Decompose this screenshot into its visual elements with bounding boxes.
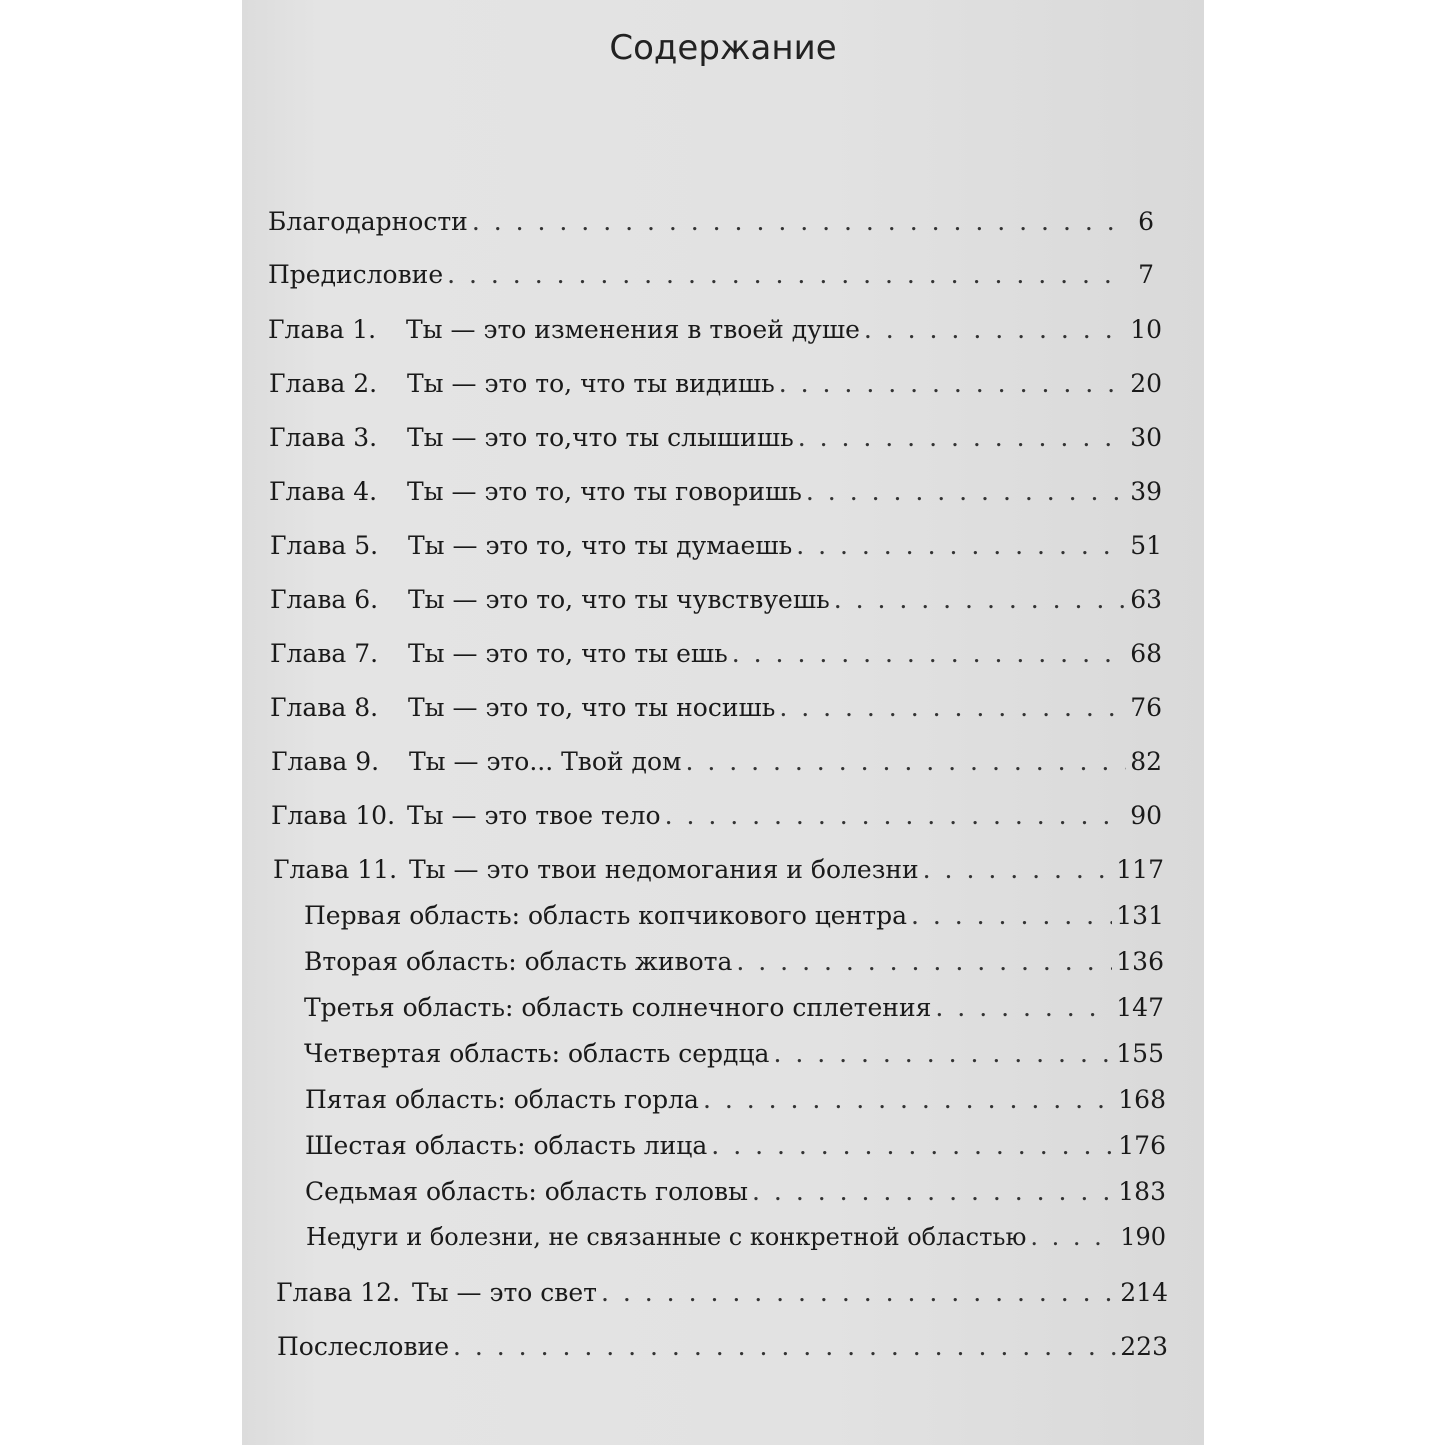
toc-page-number: 136	[1116, 947, 1164, 976]
dot-leader	[665, 803, 1127, 828]
dot-leader	[864, 317, 1126, 342]
toc-chapter-number: Глава 4.	[269, 477, 378, 506]
book-page	[242, 0, 1204, 1445]
dot-leader	[806, 479, 1126, 504]
toc-entry	[269, 479, 1162, 504]
toc-entry-label: Пятая область: область горла	[305, 1085, 699, 1114]
toc-chapter-number: Глава 12.	[276, 1278, 401, 1307]
toc-entry-label: Ты — это свет	[412, 1278, 597, 1307]
dot-leader	[711, 1133, 1114, 1158]
toc-entry-label: Ты — это изменения в твоей душе	[406, 315, 860, 344]
toc-page-number: 214	[1120, 1278, 1168, 1307]
toc-chapter-number: Глава 1.	[268, 315, 377, 344]
toc-entry-label: Ты — это то, что ты ешь	[408, 639, 728, 668]
toc-entry	[273, 857, 1164, 882]
toc-page-number: 131	[1116, 901, 1164, 930]
toc-page-number: 10	[1130, 315, 1162, 344]
dot-leader	[601, 1280, 1116, 1305]
toc-entry	[270, 695, 1162, 720]
toc-page-number: 39	[1130, 477, 1162, 506]
toc-chapter-number: Глава 2.	[269, 369, 378, 398]
toc-page-number: 117	[1116, 855, 1164, 884]
toc-entry-label: Четвертая область: область сердца	[304, 1039, 770, 1068]
toc-page-number: 51	[1130, 531, 1162, 560]
toc-entry-label: Послесловие	[277, 1332, 449, 1361]
toc-entry-label: Седьмая область: область головы	[305, 1177, 749, 1206]
toc-entry-label: Ты — это то,что ты слышишь	[407, 423, 794, 452]
toc-entry-label: Ты — это то, что ты видишь	[407, 369, 775, 398]
toc-entry-label: Ты — это... Твой дом	[409, 747, 682, 776]
toc-entry	[268, 209, 1154, 234]
toc-entry	[268, 262, 1154, 287]
toc-entry	[269, 371, 1162, 396]
page-title: Содержание	[609, 28, 837, 68]
toc-subentry	[306, 1225, 1166, 1249]
dot-leader	[1030, 1225, 1116, 1249]
toc-page-number: 68	[1130, 639, 1162, 668]
dot-leader	[923, 857, 1113, 882]
toc-page-number: 82	[1130, 747, 1162, 776]
toc-chapter-number: Глава 5.	[270, 531, 379, 560]
toc-chapter-number: Глава 6.	[270, 585, 379, 614]
toc-page-number: 90	[1130, 801, 1162, 830]
toc-entry-label: Третья область: область солнечного сплетения	[304, 993, 932, 1022]
toc-entry-label: Ты — это то, что ты говоришь	[407, 477, 802, 506]
toc-page-number: 176	[1118, 1131, 1166, 1160]
toc-entry-label: Ты — это то, что ты думаешь	[408, 531, 793, 560]
toc-page-number: 183	[1118, 1177, 1166, 1206]
toc-entry	[276, 1280, 1168, 1305]
toc-entry	[270, 587, 1162, 612]
dot-leader	[935, 995, 1112, 1020]
toc-subentry	[305, 1133, 1166, 1158]
dot-leader	[779, 695, 1126, 720]
toc-subentry	[304, 995, 1164, 1020]
toc-entry-label: Шестая область: область лица	[305, 1131, 708, 1160]
toc-page-number: 190	[1120, 1223, 1166, 1251]
toc-entry-label: Недуги и болезни, не связанные с конкретной областью	[306, 1223, 1027, 1251]
toc-entry	[270, 641, 1162, 666]
toc-entry-label: Ты — это твое тело	[407, 801, 661, 830]
toc-entry-label: Вторая область: область живота	[304, 947, 733, 976]
toc-entry-label: Предисловие	[268, 260, 444, 289]
toc-entry	[268, 317, 1162, 342]
toc-entry	[277, 1334, 1168, 1359]
dot-leader	[798, 425, 1126, 450]
toc-page-number: 76	[1130, 693, 1162, 722]
toc-subentry	[304, 903, 1164, 928]
toc-entry-label: Благодарности	[268, 207, 468, 236]
toc-entry-label: Первая область: область копчикового центра	[304, 901, 907, 930]
toc-chapter-number: Глава 9.	[271, 747, 380, 776]
toc-chapter-number: Глава 7.	[270, 639, 379, 668]
toc-entry	[271, 749, 1162, 774]
toc-page-number: 155	[1116, 1039, 1164, 1068]
toc-entry	[269, 425, 1162, 450]
toc-chapter-number: Глава 3.	[269, 423, 378, 452]
toc-page-number: 7	[1138, 260, 1154, 289]
dot-leader	[752, 1179, 1114, 1204]
toc-chapter-number: Глава 10.	[271, 801, 396, 830]
dot-leader	[736, 949, 1112, 974]
toc-chapter-number: Глава 11.	[273, 855, 398, 884]
toc-entry-label: Ты — это твои недомогания и болезни	[409, 855, 919, 884]
toc-entry-label: Ты — это то, что ты носишь	[408, 693, 776, 722]
toc-page-number: 168	[1118, 1085, 1166, 1114]
dot-leader	[773, 1041, 1112, 1066]
dot-leader	[911, 903, 1112, 928]
toc-entry-label: Ты — это то, что ты чувствуешь	[408, 585, 830, 614]
dot-leader	[453, 1334, 1116, 1359]
toc-page-number: 147	[1116, 993, 1164, 1022]
toc-page-number: 30	[1130, 423, 1162, 452]
toc-page-number: 20	[1130, 369, 1162, 398]
dot-leader	[834, 587, 1127, 612]
toc-page-number: 6	[1138, 207, 1154, 236]
toc-page-number: 223	[1120, 1332, 1168, 1361]
toc-subentry	[305, 1179, 1166, 1204]
toc-subentry	[304, 949, 1164, 974]
toc-entry	[271, 803, 1162, 828]
toc-entry	[270, 533, 1162, 558]
dot-leader	[447, 262, 1124, 287]
toc-chapter-number: Глава 8.	[270, 693, 379, 722]
dot-leader	[779, 371, 1126, 396]
toc-subentry	[304, 1041, 1164, 1066]
dot-leader	[703, 1087, 1114, 1112]
toc-subentry	[305, 1087, 1166, 1112]
dot-leader	[685, 749, 1126, 774]
dot-leader	[796, 533, 1126, 558]
dot-leader	[472, 209, 1124, 234]
toc-page-number: 63	[1130, 585, 1162, 614]
dot-leader	[732, 641, 1126, 666]
